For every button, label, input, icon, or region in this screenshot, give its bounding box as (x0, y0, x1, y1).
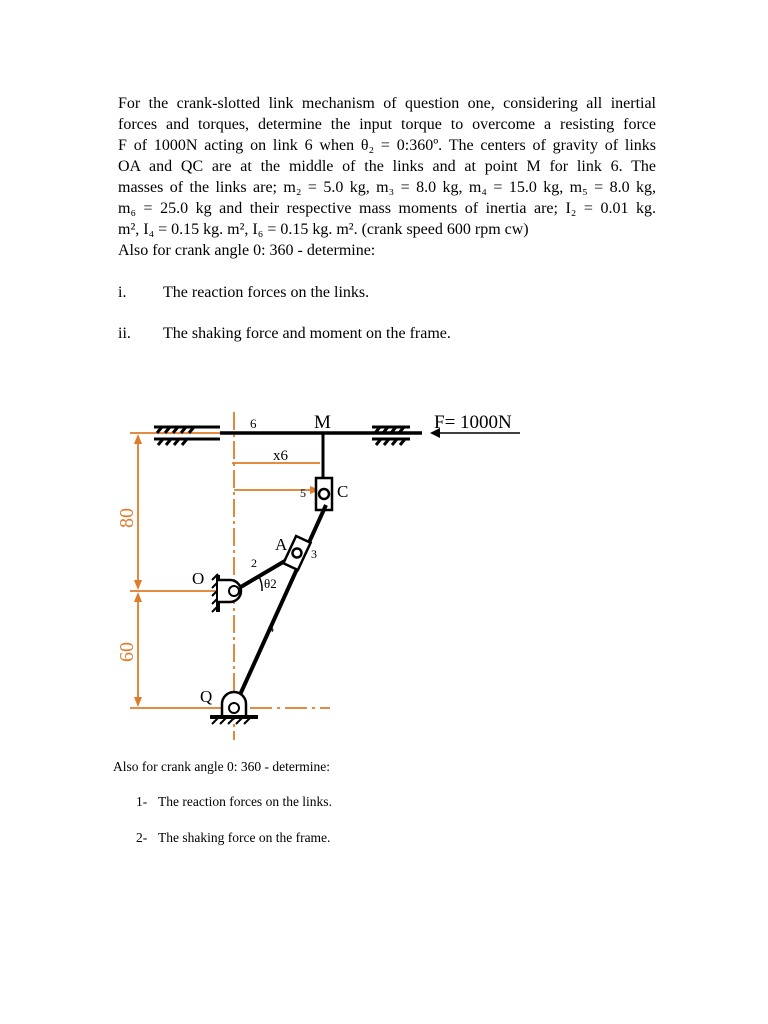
label-3: 3 (311, 547, 317, 561)
footer-item-2-number: 2- (136, 830, 148, 845)
list-text: The reaction forces on the links. (163, 284, 370, 301)
problem-line-7: m², I₄ = 0.15 kg. m², I₆ = 0.15 kg. m². (crank speed 600 rpm cw) (118, 221, 529, 238)
label-6: 6 (250, 416, 257, 431)
problem-line-5: masses of the links are; m₂ = 5.0 kg, m₃ = 8.0 kg, m₄ = 15.0 kg, m₅ = 8.0 kg, (118, 179, 656, 196)
label-C: C (337, 482, 349, 501)
label-force: F= 1000N (434, 412, 512, 433)
problem-line-8: Also for crank angle 0: 360 - determine: (118, 242, 376, 259)
label-4: 4 (268, 621, 274, 635)
footer-item-1-text: The reaction forces on the links. (158, 794, 332, 809)
problem-line-6: m₆ = 25.0 kg and their respective mass moments of inertia are; I₂ = 0.01 kg. (118, 200, 656, 217)
label-M: M (314, 412, 331, 433)
label-theta: θ2 (264, 576, 277, 591)
label-2: 2 (251, 556, 257, 570)
dimension-lines (130, 412, 330, 740)
footer-item-2-text: The shaking force on the frame. (158, 830, 331, 845)
problem-line-1: For the crank-slotted link mechanism of question one, considering all inertial (118, 95, 656, 112)
problem-line-3: F of 1000N acting on link 6 when θ₂ = 0:360º. The centers of gravity of links (118, 137, 656, 154)
dimension-80: 80 (116, 508, 138, 528)
label-5: 5 (300, 486, 306, 500)
label-Q: Q (200, 687, 213, 706)
label-A: A (275, 535, 288, 554)
footer-intro: Also for crank angle 0: 360 - determine: (113, 759, 331, 774)
footer-item-1-number: 1- (136, 794, 148, 809)
problem-line-2: forces and torques, determine the input torque to overcome a resisting force (118, 116, 656, 133)
ground-hatching (154, 427, 410, 445)
problem-line-4: OA and QC are at the middle of the links and at point M for link 6. The (118, 158, 656, 175)
dimension-60: 60 (116, 642, 138, 662)
list-number: ii. (118, 325, 131, 342)
slider-3 (283, 536, 310, 570)
label-x6: x6 (273, 448, 288, 464)
list-text: The shaking force and moment on the frame. (163, 325, 451, 342)
label-O: O (192, 569, 205, 588)
list-number: i. (118, 284, 127, 301)
